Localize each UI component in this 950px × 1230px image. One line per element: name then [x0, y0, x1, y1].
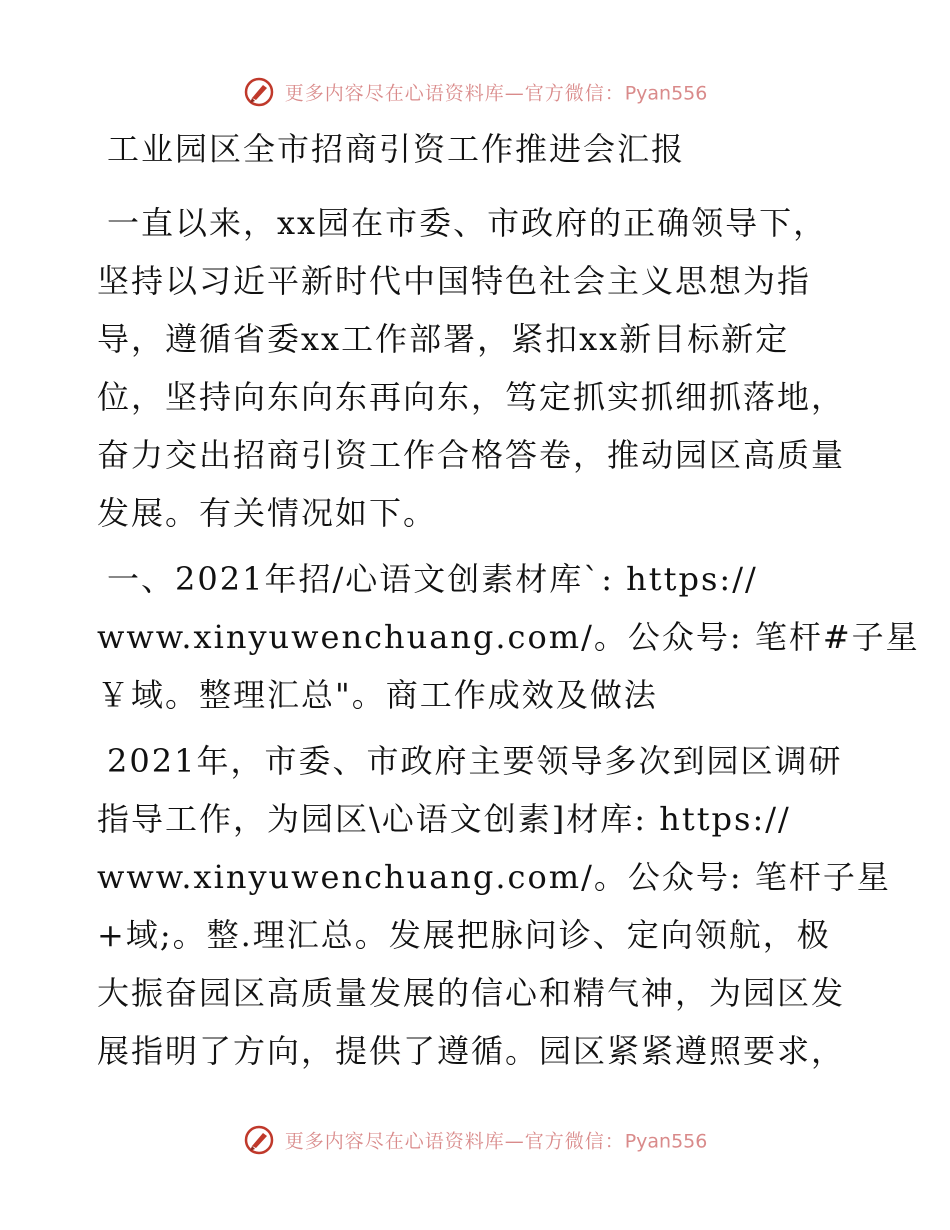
- watermark-header: [0, 76, 950, 108]
- text-line: +域;。整.理汇总。发展把脉问诊、定向领航，极: [97, 916, 831, 954]
- text-line: 一直以来，xx园在市委、市政府的正确领导下，: [107, 204, 828, 242]
- document-title: 工业园区全市招商引资工作推进会汇报: [107, 130, 686, 168]
- paragraph-section-one: [97, 550, 920, 724]
- text-line: 指导工作，为园区\心语文创素]材库: https://: [97, 800, 791, 838]
- text-line: ￥域。整理汇总"。商工作成效及做法: [97, 676, 658, 714]
- text-line: www.xinyuwenchuang.com/。公众号: 笔杆#子星: [97, 618, 920, 656]
- watermark-footer: [0, 1124, 950, 1156]
- paragraph-intro: [97, 194, 857, 542]
- text-line: 坚持以习近平新时代中国特色社会主义思想为指: [97, 262, 812, 300]
- text-line: 位，坚持向东向东再向东，笃定抓实抓细抓落地，: [97, 378, 846, 416]
- document-body: [97, 120, 920, 1082]
- watermark-text: 更多内容尽在心语资料库—官方微信：Pyan556: [284, 82, 708, 105]
- watermark-text: 更多内容尽在心语资料库—官方微信：Pyan556: [284, 1130, 708, 1153]
- text-line: 大振奋园区高质量发展的信心和精气神，为园区发: [97, 974, 846, 1012]
- text-line: www.xinyuwenchuang.com/。公众号: 笔杆子星: [97, 858, 891, 896]
- brush-logo-icon: [243, 76, 275, 108]
- paragraph-body: [97, 732, 891, 1080]
- text-line: 发展。有关情况如下。: [97, 494, 438, 532]
- brush-logo-icon: [243, 1124, 275, 1156]
- text-line: 一、2021年招/心语文创素材库`: https://: [107, 560, 758, 598]
- text-line: 2021年，市委、市政府主要领导多次到园区调研: [107, 742, 843, 780]
- text-line: 展指明了方向，提供了遵循。园区紧紧遵照要求，: [97, 1032, 846, 1070]
- watermark-id: Pyan556: [624, 82, 708, 105]
- text-line: 奋力交出招商引资工作合格答卷，推动园区高质量: [97, 436, 846, 474]
- text-line: 导，遵循省委xx工作部署，紧扣xx新目标新定: [97, 320, 790, 358]
- watermark-id: Pyan556: [624, 1130, 708, 1153]
